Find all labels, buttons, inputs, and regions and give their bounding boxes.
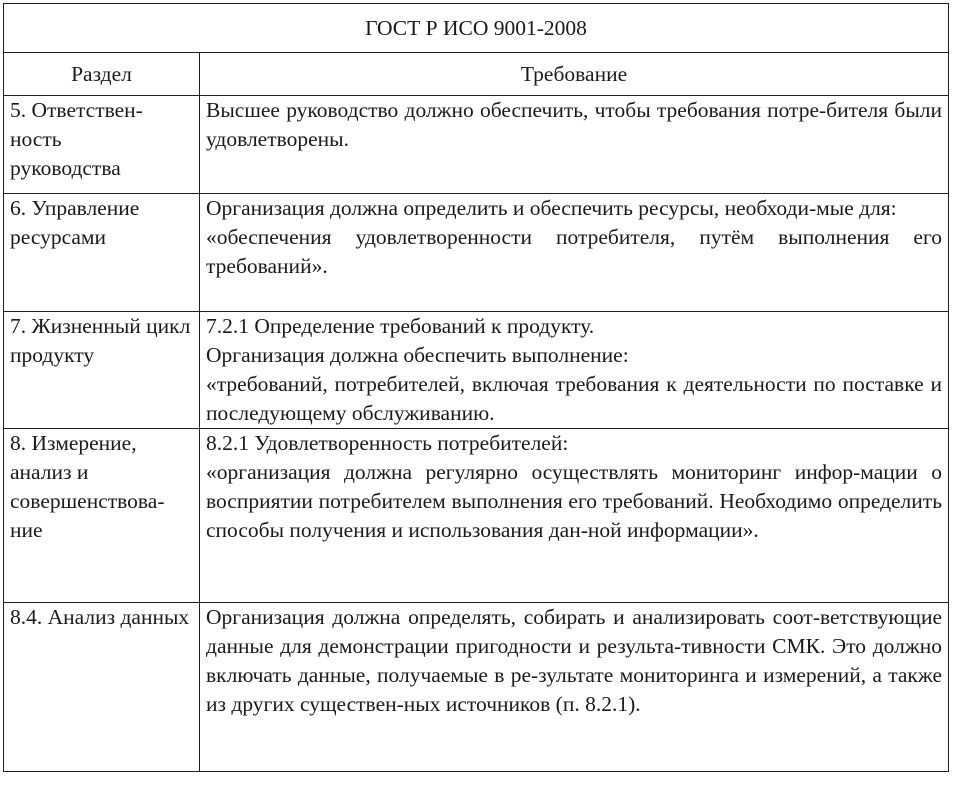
gost-requirements-table — [3, 3, 949, 772]
requirement-cell — [200, 194, 949, 312]
section-cell — [4, 603, 200, 772]
table-title: ГОСТ Р ИСО 9001-2008 — [4, 4, 949, 53]
requirement-cell — [200, 312, 949, 429]
requirement-paragraph: Организация должна обеспечить выполнение: — [206, 343, 629, 367]
table-title-row — [4, 4, 949, 53]
requirement-paragraph: Организация должна определить и обеспечить ресурсы, необходи-мые для: — [206, 196, 897, 220]
section-cell — [4, 429, 200, 603]
table-row — [4, 312, 949, 429]
table-row — [4, 96, 949, 194]
table-header-row — [4, 53, 949, 96]
requirement-paragraph: «организация должна регулярно осуществлять мониторинг инфор-мации о восприятии потребителем выполнения его требований. Необходимо определить способы получения и использования дан-ной информации». — [206, 460, 942, 542]
requirement-paragraph: 7.2.1 Определение требований к продукту. — [206, 314, 595, 338]
section-text: 8.4. Анализ данных — [10, 605, 190, 629]
requirement-paragraph: Организация должна определять, собирать и анализировать соот-ветствующие данные для демонстрации пригодности и результа-тивности СМК. Это должно включать данные, получаемые в ре-зультате мониторинга и измерений, а также из других существен-ных источников (п. 8.2.1). — [206, 605, 942, 716]
requirement-paragraph: 8.2.1 Удовлетворенность потребителей: — [206, 431, 569, 455]
header-requirement: Требование — [200, 53, 949, 96]
table-row — [4, 194, 949, 312]
requirement-paragraph: «требований, потребителей, включая требования к деятельности по поставке и последующему обслуживанию. — [206, 372, 942, 425]
requirement-cell — [200, 429, 949, 603]
section-cell — [4, 312, 200, 429]
section-text: 5. Ответствен-ность руководства — [10, 98, 143, 180]
requirement-paragraph: «обеспечения удовлетворенности потребителя, путём выполнения его требований». — [206, 225, 942, 278]
section-text: 6. Управление ресурсами — [10, 196, 140, 249]
requirement-cell — [200, 96, 949, 194]
requirement-paragraph: Высшее руководство должно обеспечить, чтобы требования потре-бителя были удовлетворены. — [206, 98, 942, 151]
table-row — [4, 429, 949, 603]
section-cell — [4, 96, 200, 194]
section-text: 8. Измерение, анализ и совершенствова-ние — [10, 431, 165, 542]
section-text: 7. Жизненный цикл продукту — [10, 314, 191, 367]
requirement-cell — [200, 603, 949, 772]
header-section: Раздел — [4, 53, 200, 96]
section-cell — [4, 194, 200, 312]
table-row — [4, 603, 949, 772]
